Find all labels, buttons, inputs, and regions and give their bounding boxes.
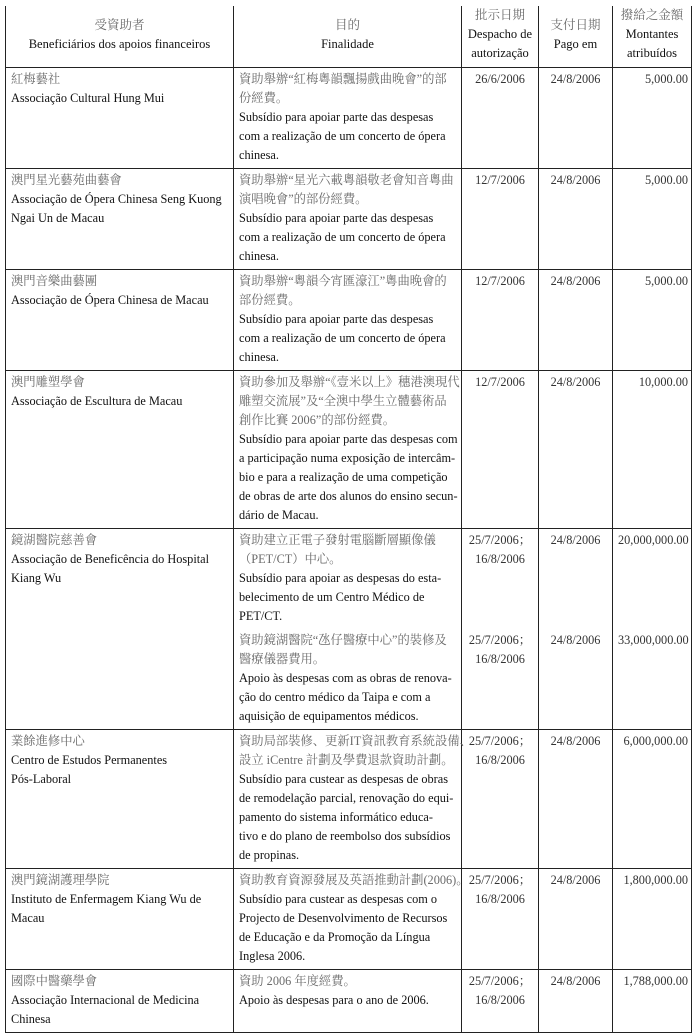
purpose-zh: 醫療儀器費用。: [239, 652, 326, 666]
purpose-cell: [234, 371, 462, 529]
table-row: [6, 68, 692, 169]
authorization-date-cell: [462, 371, 539, 529]
purpose-zh: 資助鏡湖醫院“氹仔醫療中心”的裝修及: [239, 633, 447, 647]
authorization-date: 16/8/2006: [475, 552, 525, 566]
table-row: [6, 371, 692, 529]
header-beneficiary-zh: 受資助者: [94, 17, 145, 32]
amount-cell: [613, 970, 692, 1033]
beneficiary-name-pt: Macau: [11, 911, 45, 925]
header-paid-zh: 支付日期: [550, 17, 601, 32]
authorization-date: 16/8/2006: [475, 753, 525, 767]
amount-value: 20,000,000.00: [618, 533, 689, 547]
paid-date-cell: [539, 629, 613, 730]
purpose-pt: Inglesa 2006.: [239, 949, 306, 963]
paid-date-cell: [539, 730, 613, 869]
paid-date-cell: [539, 869, 613, 970]
purpose-zh: 資助 2006 年度經費。: [239, 974, 356, 988]
paid-date: 24/8/2006: [550, 274, 601, 288]
purpose-zh: 資助舉辦“星光六載粵韻敬老會知音粵曲: [239, 173, 454, 187]
paid-date-cell: [539, 529, 613, 630]
purpose-zh: 資助建立正電子發射電腦斷層顯像儀: [239, 533, 436, 547]
paid-date-cell: [539, 169, 613, 270]
purpose-pt: aquisição de equipamentos médicos.: [239, 709, 419, 723]
amount-value: 1,788,000.00: [623, 974, 688, 988]
purpose-cell: [234, 629, 462, 730]
purpose-pt: Subsídio para apoiar parte das despesas: [239, 312, 434, 326]
purpose-cell: [234, 970, 462, 1033]
purpose-pt: Subsídio para custear as despesas de obras: [239, 772, 448, 786]
paid-date-cell: [539, 970, 613, 1033]
beneficiary-name-pt: Ngai Un de Macau: [11, 211, 105, 225]
header-authorization-pt: autorização: [471, 46, 529, 60]
amount-cell: [613, 371, 692, 529]
authorization-date-cell: [462, 970, 539, 1033]
paid-date-cell: [539, 68, 613, 169]
purpose-pt: de obras de arte dos alunos do ensino secun-: [239, 489, 458, 503]
purpose-pt: com a realização de um concerto de ópera: [239, 331, 446, 345]
purpose-cell: [234, 529, 462, 630]
table-row: [6, 529, 692, 630]
amount-value: 33,000,000.00: [618, 633, 689, 647]
authorization-date: 26/6/2006: [475, 72, 525, 86]
amount-value: 5,000.00: [644, 274, 688, 288]
amount-cell: [613, 629, 692, 730]
purpose-pt: de Educação e da Promoção da Língua: [239, 930, 431, 944]
beneficiary-name-zh: 紅梅藝社: [11, 72, 61, 86]
amount-value: 5,000.00: [644, 72, 688, 86]
purpose-pt: Subsídio para custear as despesas com o: [239, 892, 438, 906]
header-paid-pt: Pago em: [553, 36, 598, 51]
purpose-zh: 創作比賽 2006”的部份經費。: [239, 413, 396, 427]
amount-value: 10,000.00: [638, 375, 688, 389]
purpose-pt: dário de Macau.: [239, 508, 319, 522]
amount-cell: [613, 169, 692, 270]
purpose-zh: 資助參加及舉辦“《壹米以上》穗港澳現代: [239, 375, 460, 389]
authorization-date: 12/7/2006: [475, 375, 525, 389]
header-amount-pt: Montantes: [625, 27, 679, 41]
beneficiary-name-pt: Associação de Ópera Chinesa Seng Kuong: [11, 192, 222, 206]
beneficiary-cell: [6, 529, 234, 730]
table-row: [6, 169, 692, 270]
header-authorization: [462, 6, 539, 68]
header-authorization-pt: Despacho de: [467, 27, 533, 41]
purpose-pt: Apoio às despesas com as obras de renova-: [239, 671, 452, 685]
purpose-pt: a participação numa exposição de intercâm-: [239, 451, 456, 465]
purpose-pt: com a realização de um concerto de ópera: [239, 230, 446, 244]
authorization-date: 12/7/2006: [475, 274, 525, 288]
purpose-zh: 設立 iCentre 計劃及學費退款資助計劃。: [239, 753, 454, 767]
purpose-cell: [234, 68, 462, 169]
purpose-cell: [234, 730, 472, 869]
purpose-pt: Projecto de Desenvolvimento de Recursos: [239, 911, 448, 925]
authorization-date: 25/7/2006；: [468, 633, 532, 647]
header-purpose-zh: 目的: [334, 17, 360, 32]
authorization-date: 16/8/2006: [475, 652, 525, 666]
purpose-pt: com a realização de um concerto de ópera: [239, 129, 446, 143]
amount-value: 5,000.00: [644, 173, 688, 187]
table-row: [6, 270, 692, 371]
authorization-date-cell: [462, 869, 539, 970]
amount-cell: [613, 68, 692, 169]
beneficiary-name-zh: 國際中醫藥學會: [11, 974, 98, 988]
authorization-date-cell: [462, 629, 539, 730]
beneficiary-name-pt: Kiang Wu: [11, 571, 62, 585]
paid-date-cell: [539, 270, 613, 371]
header-authorization-zh: 批示日期: [474, 8, 525, 22]
header-amount-zh: 撥給之金額: [620, 8, 684, 22]
purpose-cell: [234, 169, 462, 270]
purpose-cell: [234, 270, 462, 371]
purpose-pt: chinesa.: [239, 249, 279, 263]
purpose-zh: 資助舉辦“粵韻今宵匯濠江”粵曲晚會的: [239, 274, 447, 288]
beneficiary-name-pt: Chinesa: [11, 1012, 51, 1026]
beneficiary-cell: [6, 270, 234, 371]
authorization-date: 25/7/2006；: [468, 873, 532, 887]
paid-date: 24/8/2006: [550, 734, 601, 748]
purpose-pt: de propinas.: [239, 848, 300, 862]
beneficiary-cell: [6, 169, 234, 270]
purpose-zh: 部份經費。: [239, 293, 301, 307]
amount-cell: [613, 730, 692, 869]
header-amount-pt: atribuídos: [627, 46, 677, 60]
paid-date: 24/8/2006: [550, 633, 601, 647]
amount-cell: [613, 869, 692, 970]
authorization-date: 25/7/2006；: [468, 974, 532, 988]
authorization-date: 16/8/2006: [475, 993, 525, 1007]
purpose-pt: PET/CT.: [239, 609, 283, 623]
authorization-date: 12/7/2006: [475, 173, 525, 187]
paid-date: 24/8/2006: [550, 873, 601, 887]
beneficiary-name-zh: 澳門音樂曲藝團: [11, 274, 98, 288]
purpose-pt: ção do centro médico da Taipa e com a: [239, 690, 431, 704]
purpose-pt: tivo e do plano de reembolso dos subsídios: [239, 829, 451, 843]
purpose-zh: 演唱晚會”的部份經費。: [239, 192, 368, 206]
paid-date: 24/8/2006: [550, 72, 601, 86]
beneficiary-name-pt: Centro de Estudos Permanentes: [11, 753, 168, 767]
beneficiary-cell: [6, 730, 234, 869]
purpose-pt: belecimento de um Centro Médico de: [239, 590, 425, 604]
beneficiary-name-zh: 澳門星光藝苑曲藝會: [11, 173, 122, 187]
authorization-date-cell: [462, 529, 539, 630]
header-paid: [539, 6, 613, 68]
paid-date: 24/8/2006: [550, 533, 601, 547]
authorization-date-cell: [462, 169, 539, 270]
header-beneficiary: [6, 6, 234, 68]
beneficiary-name-zh: 鏡湖醫院慈善會: [11, 533, 98, 547]
header-amount: [613, 6, 692, 68]
table-row: [6, 869, 692, 970]
beneficiary-name-pt: Associação Cultural Hung Mui: [11, 91, 165, 105]
authorization-date: 25/7/2006；: [468, 734, 532, 748]
header-purpose-pt: Finalidade: [321, 36, 374, 51]
purpose-pt: chinesa.: [239, 350, 279, 364]
beneficiary-name-pt: Instituto de Enfermagem Kiang Wu de: [11, 892, 202, 906]
beneficiary-name-pt: Associação de Escultura de Macau: [11, 394, 183, 408]
authorization-date: 25/7/2006；: [468, 533, 532, 547]
purpose-pt: Subsídio para apoiar parte das despesas: [239, 211, 434, 225]
beneficiary-cell: [6, 68, 234, 169]
authorization-date: 16/8/2006: [475, 892, 525, 906]
purpose-pt: de remodelação parcial, renovação do equi-: [239, 791, 454, 805]
subsidies-table: [5, 6, 692, 1033]
purpose-pt: chinesa.: [239, 148, 279, 162]
beneficiary-name-pt: Associação de Ópera Chinesa de Macau: [11, 293, 209, 307]
purpose-zh: 雕塑交流展”及“全澳中學生立體藝術品: [239, 394, 447, 408]
header-beneficiary-pt: Beneficiários dos apoios financeiros: [28, 36, 211, 51]
beneficiary-cell: [6, 970, 234, 1033]
beneficiary-name-zh: 澳門雕塑學會: [11, 375, 85, 389]
paid-date: 24/8/2006: [550, 974, 601, 988]
authorization-date-cell: [462, 730, 539, 869]
amount-cell: [613, 270, 692, 371]
purpose-zh: 資助教育資源發展及英語推動計劃(2006)。: [239, 873, 469, 887]
purpose-pt: Apoio às despesas para o ano de 2006.: [239, 993, 429, 1007]
purpose-zh: 資助舉辦“紅梅粵韻飄揚戲曲晚會”的部: [239, 72, 447, 86]
authorization-date-cell: [462, 68, 539, 169]
beneficiary-name-zh: 業餘進修中心: [11, 734, 85, 748]
purpose-pt: bio e para a realização de uma competição: [239, 470, 448, 484]
table-row: [6, 970, 692, 1033]
beneficiary-cell: [6, 371, 234, 529]
purpose-pt: Subsídio para apoiar as despesas do esta-: [239, 571, 442, 585]
amount-value: 1,800,000.00: [623, 873, 688, 887]
beneficiary-name-pt: Associação Internacional de Medicina: [11, 993, 200, 1007]
beneficiary-cell: [6, 869, 234, 970]
beneficiary-name-pt: Associação de Beneficência do Hospital: [11, 552, 210, 566]
purpose-zh: 份經費。: [239, 91, 289, 105]
purpose-zh: 資助局部裝修、更新IT資訊教育系統設備、: [239, 734, 472, 748]
header-purpose: [234, 6, 462, 68]
authorization-date-cell: [462, 270, 539, 371]
purpose-cell: [234, 869, 469, 970]
purpose-pt: Subsídio para apoiar parte das despesas: [239, 110, 434, 124]
purpose-pt: pamento do sistema informático educa-: [239, 810, 433, 824]
table-header-row: [6, 6, 692, 68]
amount-value: 6,000,000.00: [623, 734, 688, 748]
beneficiary-name-zh: 澳門鏡湖護理學院: [11, 873, 110, 887]
paid-date: 24/8/2006: [550, 375, 601, 389]
paid-date-cell: [539, 371, 613, 529]
paid-date: 24/8/2006: [550, 173, 601, 187]
beneficiary-name-pt: Pós-Laboral: [11, 772, 72, 786]
purpose-pt: Subsídio para apoiar parte das despesas com: [239, 432, 458, 446]
table-row: [6, 730, 692, 869]
purpose-zh: （PET/CT）中心。: [239, 552, 342, 566]
amount-cell: [613, 529, 692, 630]
